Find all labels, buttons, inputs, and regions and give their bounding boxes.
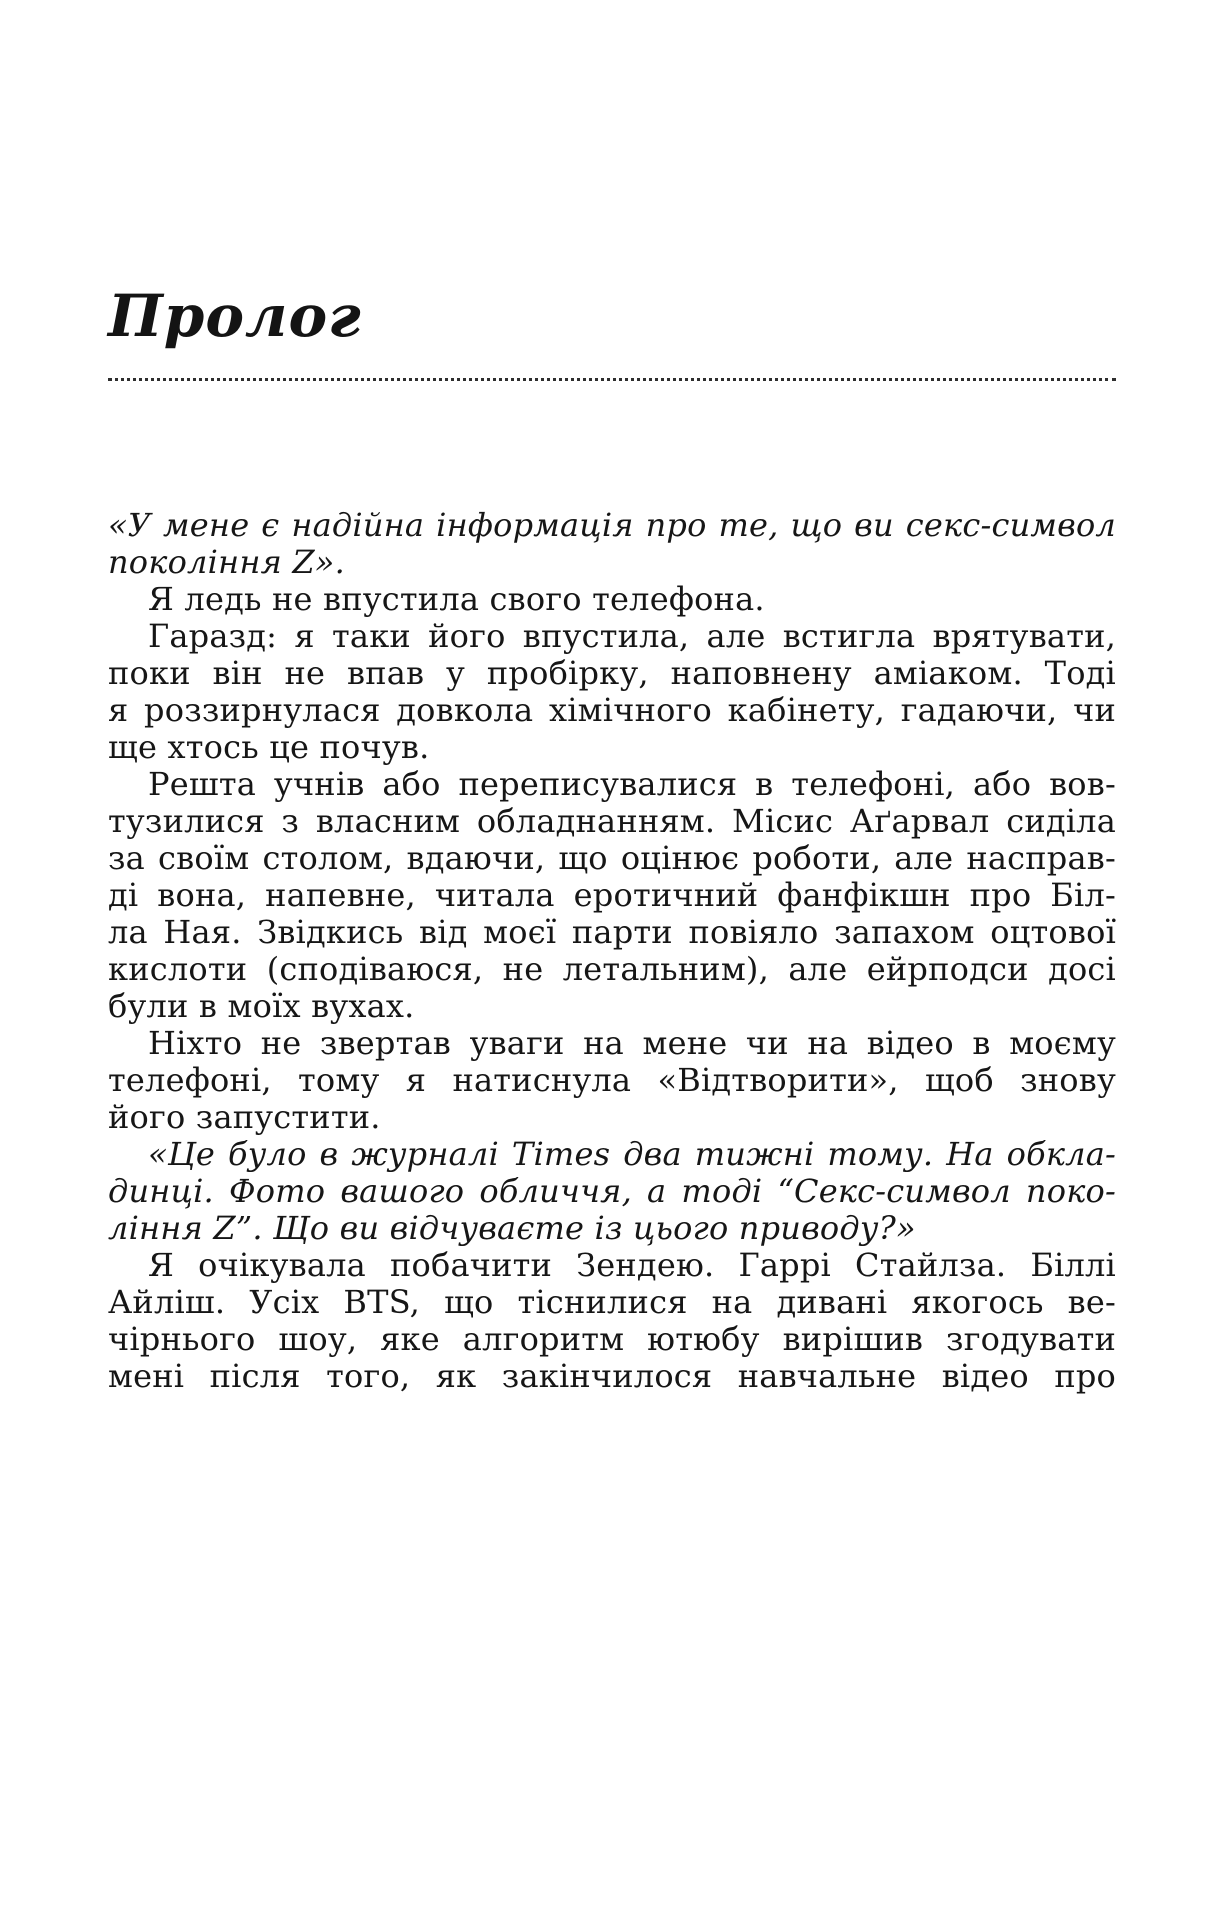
paragraph	[108, 1247, 1116, 1395]
text-line: ла Ная. Звідкись від моєї парти повіяло запахом оцтової	[108, 913, 1116, 951]
paragraph	[108, 507, 1116, 581]
text-line: ді вона, напевне, читала еротичний фанфікшн про Біл-	[108, 876, 1116, 914]
text-line: «Це було в журналі Times два тижні тому. На обкла-	[148, 1135, 1116, 1173]
text-line: Ніхто не звертав уваги на мене чи на відео в моєму	[148, 1024, 1116, 1062]
text-line: Я очікувала побачити Зендею. Гаррі Стайлза. Біллі	[148, 1246, 1116, 1284]
text-block	[108, 507, 1116, 1395]
dotted-divider	[108, 378, 1116, 381]
text-line: ління Z”. Що ви відчуваєте із цього приводу?»	[108, 1209, 916, 1247]
text-line: мені після того, як закінчилося навчальне відео про	[108, 1357, 1116, 1395]
paragraph	[108, 581, 1116, 618]
text-line: Решта учнів або переписувалися в телефоні, або вов-	[148, 765, 1116, 803]
text-line: Я ледь не впустила свого телефона.	[148, 580, 765, 618]
text-line: поки він не впав у пробірку, наповнену аміаком. Тоді	[108, 654, 1116, 692]
paragraph	[108, 766, 1116, 1025]
text-line: ще хтось це почув.	[108, 728, 430, 766]
paragraph	[108, 1025, 1116, 1136]
paragraph	[108, 1136, 1116, 1247]
text-line: Гаразд: я таки його впустила, але встигла врятувати,	[148, 617, 1116, 655]
text-line: чірнього шоу, яке алгоритм ютюбу вирішив згодувати	[108, 1320, 1116, 1358]
paragraph	[108, 618, 1116, 766]
text-line: були в моїх вухах.	[108, 987, 415, 1025]
text-line: його запустити.	[108, 1098, 381, 1136]
text-line: я роззирнулася довкола хімічного кабінету, гадаючи, чи	[108, 691, 1116, 729]
text-line: тузилися з власним обладнанням. Місис Аґарвал сиділа	[108, 802, 1116, 840]
text-line: Айліш. Усіх BTS, що тіснилися на дивані якогось ве-	[108, 1283, 1116, 1321]
text-line: за своїм столом, вдаючи, що оцінює роботи, але насправ-	[108, 839, 1116, 877]
text-line: динці. Фото вашого обличчя, а тоді “Секс-символ поко-	[108, 1172, 1116, 1210]
chapter-heading: Пролог	[108, 282, 362, 350]
text-line: телефоні, тому я натиснула «Відтворити», щоб знову	[108, 1061, 1116, 1099]
text-line: покоління Z».	[108, 543, 345, 581]
text-line: кислоти (сподіваюся, не летальним), але ейрподси досі	[108, 950, 1116, 988]
text-line: «У мене є надійна інформація про те, що ви секс-символ	[108, 506, 1116, 544]
